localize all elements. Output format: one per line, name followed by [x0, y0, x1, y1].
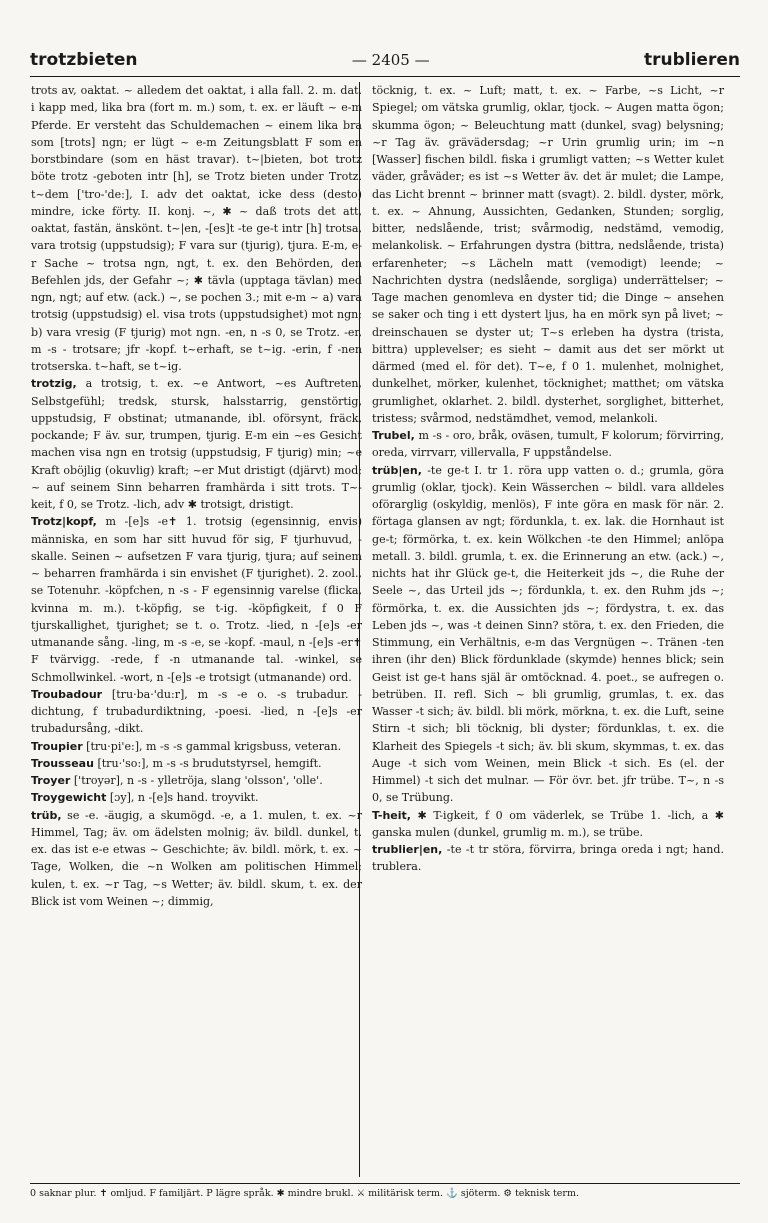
dictionary-entry [372, 841, 724, 876]
entry-headword: trotzig, [31, 377, 77, 391]
right-column [372, 82, 724, 876]
entry-definition: töcknig, t. ex. ~ Luft; matt, t. ex. ~ Farbe, ~s Licht, ~r Spiegel; om vätska grumlig, oklar, tjock. ~ Augen matta ögon; skumma ögon; ~ Beleuchtung matt (dunkel, svag) belysning; ~r Tag äv. grävädersdag; ~r Urin grumlig urin; im ~n [Wasser] fischen bildl. fiska i grumligt vatten; ~s Wetter kulet väder, gråväder; es ist ~s Wetter äv. det är mulet; die Lampe, das Licht brennt ~ brinner matt (svagt). 2. bildl. dyster, mörk, t. ex. ~ Ahnung, Aussichten, Gedanken, Stunden; sorglig, bitter, nedslående, trist; svårmodig, nedstämd, vemodig, melankolisk. ~ Erfahrungen dystra (bittra, nedslående, trista) erfarenheter; ~s Lächeln matt (vemodigt) leende; ~ Nachrichten dystra (nedslående, sorgliga) underrättelser; ~ Tage machen genomleva en dyster tid; die Dinge ~ ansehen se saker och ting i ett dystert ljus, ha en mörk syn på livet; ~ dreinschauen se dyster ut; T~s erleben ha dystra (trista, bittra) upplevelser; es sieht ~ damit aus det ser mörkt ut därmed (med el. för det). T~e, f 0 1. mulenhet, molnighet, dunkelhet, mörker, kulenhet, töcknighet; matthet; om vätska grumlighet, oklarhet. 2. bildl. dysterhet, sorglighet, bitterhet, tristess; svårmod, nedstämdhet, vemod, melankoli. [372, 84, 724, 425]
dictionary-entry [31, 375, 362, 513]
dictionary-entry [372, 462, 724, 807]
dictionary-entry [31, 686, 362, 738]
entry-headword: trüb, [31, 808, 62, 822]
dictionary-entry [31, 513, 362, 686]
entry-definition: a trotsig, t. ex. ~e Antwort, ~es Auftreten, Selbstgefühl; tredsk, stursk, halsstarrig, genstörtig, uppstudsig, F obstinat; utmanande, ibl. oförsynt, fräck, pockande; F äv. sur, trumpen, tjurig. E-m ein ~es Gesicht machen visa ngn en trotsig (uppstudsig, F tjurig) min; ~e Kraft oböjlig (okuvlig) kraft; ~er Mut dristigt (djärvt) mod; ~ auf seinem Sinn beharren framhärda i sitt trots. T~-keit, f 0, se Trotz. -lich, adv ✱ trotsigt, dristigt. [31, 377, 362, 511]
entry-headword: Trubel, [372, 429, 415, 442]
entry-definition: m -s - oro, bråk, oväsen, tumult, F kolorum; förvirring, oreda, virrvarr, villervalla, F uppståndelse. [372, 429, 725, 460]
dictionary-entry [31, 772, 362, 789]
header-rule [30, 76, 740, 77]
dictionary-entry [31, 755, 362, 772]
dictionary-entry [372, 82, 724, 427]
abbreviation-legend: 0 saknar plur. ✝ omljud. F familjärt. P lägre språk. ✱ mindre brukl. ⚔ militärisk term. ⚓ sjöterm. ⚙ teknisk term. [30, 1188, 579, 1199]
entry-headword: Troupier [31, 739, 83, 753]
dictionary-entry [31, 789, 362, 806]
entry-definition: se -e. -äugig, a skumögd. -e, a 1. mulen, t. ex. ~r Himmel, Tag; äv. om ädelsten molnig; äv. bildl. dunkel, t. ex. das ist e-e etwas ~ Geschichte; äv. bildl. mörk, t. ex. ~ Tage, Wolken, die ~n Wolken am politischen Himmel; kulen, t. ex. ~r Tag, ~s Wetter; äv. bildl. skum, t. ex. der Blick ist vom Weinen ~; dimmig, [31, 808, 363, 908]
entry-definition: ['troyər], n -s - ylletröja, slang 'olsson', 'olle'. [73, 774, 323, 787]
entry-definition: ✱ T-igkeit, f 0 om väderlek, se Trübe 1. -lich, a ✱ ganska mulen (dunkel, grumlig m. m.), se trübe. [372, 808, 725, 839]
dictionary-entry [31, 807, 362, 911]
entry-definition: m -[e]s -e✝ 1. trotsig (egensinnig, envis) människa, en som har sitt huvud för sig, F tjurhuvud, -skalle. Seinen ~ aufsetzen F vara tjurig, tjura; auf seinem ~ beharren framhärda i sin envishet (F tjurighet). 2. zool., se Totenuhr. -köpfchen, n -s - F egensinnig varelse (flicka, kvinna m. m.). t-köpfig, se t-ig. -köpfigkeit, f 0 F tjurskallighet, tjurighet; se t. o. Trotz. -lied, n -[e]s -er utmanande sång. -ling, m -s -e, se -kopf. -maul, n -[e]s -er✝ F tvärvigg. -rede, f -n utmanande tal. -winkel, se Schmollwinkel. -wort, n -[e]s -e trotsigt (utmanande) ord. [31, 515, 363, 684]
entry-headword: Troubadour [31, 687, 103, 701]
entry-headword: Trousseau [31, 756, 94, 770]
dictionary-entry [372, 807, 724, 842]
page-header [30, 46, 740, 74]
entry-headword: trüb|en, [372, 463, 422, 477]
entry-headword: Troyer [31, 774, 71, 787]
dictionary-entry [31, 738, 362, 755]
entry-definition: [tru·'so:], m -s -s brudutstyrsel, hemgift. [97, 756, 322, 770]
entry-headword: Trotz|kopf, [31, 515, 97, 529]
entry-headword: trublier|en, [372, 843, 443, 856]
right-running-head: trublieren [644, 50, 740, 70]
entry-headword: T-heit, [372, 808, 411, 822]
dictionary-entry [372, 427, 724, 462]
entry-definition: [tru·pi'e:], m -s -s gammal krigsbuss, veteran. [86, 739, 342, 753]
column-separator [359, 82, 360, 1177]
entry-headword: Troygewicht [31, 791, 107, 805]
left-column [31, 82, 362, 910]
entry-definition: -te -t tr störa, förvirra, bringa oreda i ngt; hand. trublera. [372, 843, 725, 874]
footer-rule [30, 1183, 740, 1184]
entry-definition: trots av, oaktat. ~ alledem det oaktat, i alla fall. 2. m. dat. i kapp med, lika bra (fort m. m.) som, t. ex. er läuft ~ e-m Pferde. Er versteht das Schuldemachen ~ einem lika bra som [trots] ngn; er lügt ~ e-m Zeitungsblatt F som en borstbindare (som en häst travar). t~|bieten, bot trotz böte trotz -geboten intr [h], se Trotz bieten under Trotz. t~dem ['tro-'de:], I. adv det oaktat, icke dess (desto) mindre, icke förty. II. konj. ~, ✱ ~ daß trots det att, oaktat, fastän, änskönt. t~|en, -[es]t -te ge-t intr [h] trotsa, vara trotsig (uppstudsig); F vara sur (tjurig), tjura. E-m, e-r Sache ~ trotsa ngn, ngt, t. ex. den Behörden, den Befehlen jds, der Gefahr ~; ✱ tävla (upptaga tävlan) med ngn, ngt; auf etw. (ack.) ~, se pochen 3.; mit e-m ~ a) vara trotsig (uppstudsig) el. visa trots (uppstudsighet) mot ngn; b) vara vresig (F tjurig) mot ngn. -en, n -s 0, se Trotz. -er, m -s - trotsare; jfr -kopf. t~erhaft, se t~ig. -erin, f -nen trotserska. t~haft, se t~ig. [31, 84, 362, 373]
dictionary-entry [31, 82, 362, 375]
entry-definition: -te ge-t I. tr 1. röra upp vatten o. d.; grumla, göra grumlig (oklar, tjock). Kein Wässerchen ~ bildl. vara alldeles oförarglig (oskyldig, menlös), F inte göra en mask för när. 2. förtaga glansen av ngt; fördunkla, t. ex. lak. die Hornhaut ist ge-t; förmörka, t. ex. kein Wölkchen -te den Himmel; anlöpa metall. 3. bildl. grumla, t. ex. die Erinnerung an etw. (ack.) ~, nichts hat ihr Glück ge-t, die Heiterkeit jds ~, die Ruhe der Seele ~, das Urteil jds ~; fördunkla, t. ex. den Ruhm jds ~; förmörka, t. ex. die Aussichten jds ~; fördystra, t. ex. das Leben jds ~, was -t deinen Sinn? störa, t. ex. den Frieden, die Stimmung, ein Verhältnis, e-m das Vergnügen ~. Tränen -ten ihren (ihr den) Blick fördunklade (skymde) hennes blick; sein Geist ist ge-t hans själ är omtöcknad. 4. poet., se aufregen o. betrüben. II. refl. Sich ~ bli grumlig, grumlas, t. ex. das Wasser -t sich; äv. bildl. bli mörk, mörkna, t. ex. die Luft, seine Stirn -t sich; bli töcknig, bli dyster; fördunklas, t. ex. die Klarheit des Spiegels -t sich; äv. bli skum, skymmas, t. ex. das Auge -t sich vom Weinen, mein Blick -t sich. Es (el. der Himmel) -t sich det mulnar. — För övr. bet. jfr trübe. T~, n -s 0, se Trübung. [372, 463, 724, 805]
entry-definition: [tru·ba·'du:r], m -s -e o. -s trubadur. -dichtung, f trubadurdiktning, -poesi. -lied, n -[e]s -er trubadursång, -dikt. [31, 687, 362, 736]
entry-definition: [ɔy], n -[e]s hand. troyvikt. [109, 791, 259, 805]
left-running-head: trotzbieten [30, 50, 138, 70]
page-number: — 2405 — [351, 51, 430, 69]
